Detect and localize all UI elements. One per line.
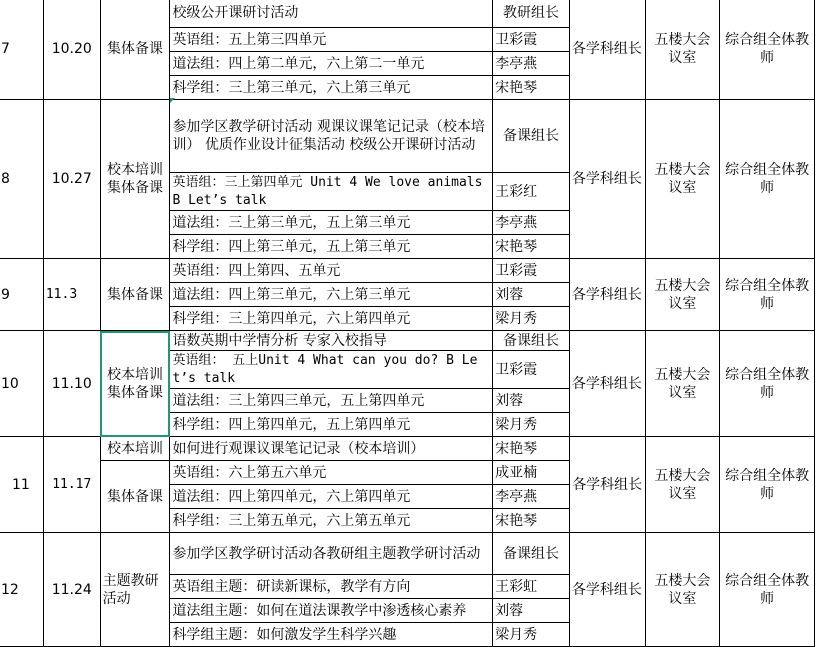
person-cell[interactable]: 宋艳琴 <box>493 76 570 100</box>
participants-cell[interactable]: 综合组全体教师 <box>720 533 815 647</box>
participants-cell[interactable]: 综合组全体教师 <box>720 0 815 100</box>
activity-type[interactable]: 校本培训 <box>100 437 170 461</box>
activity-type-selected[interactable]: 校本培训集体备课 <box>100 331 170 437</box>
week-number[interactable]: 10 <box>0 331 43 437</box>
content-cell[interactable]: 道法组：四上第三单元，六上第三单元 <box>170 283 493 307</box>
content-cell[interactable]: 校级公开课研讨活动 <box>170 0 493 28</box>
content-cell[interactable]: 科学组：四上第四单元，五上第四单元 <box>170 413 493 437</box>
leader-cell[interactable]: 各学科组长 <box>569 100 645 259</box>
content-cell[interactable]: 道法组：四上第四单元，六上第四单元 <box>170 485 493 509</box>
date-cell[interactable]: 11.17 <box>43 437 100 533</box>
content-cell[interactable]: 英语组：六上第五六单元 <box>170 461 493 485</box>
person-cell[interactable]: 王彩红 <box>493 173 570 211</box>
leader-cell[interactable]: 各学科组长 <box>569 437 645 533</box>
leader-cell[interactable]: 各学科组长 <box>569 259 645 331</box>
content-cell[interactable]: 参加学区教学研讨活动 观课议课笔记记录（校本培训） 优质作业设计征集活动 校级公开课研讨活动 <box>170 100 493 173</box>
content-cell[interactable]: 科学组：四上第三单元，五上第三单元 <box>170 235 493 259</box>
place-cell[interactable]: 五楼大会议室 <box>645 259 720 331</box>
date-cell[interactable]: 11.24 <box>43 533 100 647</box>
place-cell[interactable]: 五楼大会议室 <box>645 437 720 533</box>
week-number[interactable]: 9 <box>0 259 43 331</box>
person-cell[interactable]: 宋艳琴 <box>493 235 570 259</box>
person-cell[interactable]: 李亭燕 <box>493 485 570 509</box>
activity-type[interactable]: 集体备课 <box>100 259 170 331</box>
leader-cell[interactable]: 各学科组长 <box>569 533 645 647</box>
person-cell[interactable]: 刘蓉 <box>493 389 570 413</box>
content-cell[interactable]: 科学组主题：如何激发学生科学兴趣 <box>170 623 493 647</box>
person-cell[interactable]: 刘蓉 <box>493 599 570 623</box>
place-cell[interactable]: 五楼大会议室 <box>645 100 720 259</box>
content-cell[interactable]: 英语组： 五上Unit 4 What can you do? B Let’s talk <box>170 351 493 389</box>
activity-type[interactable]: 集体备课 <box>100 0 170 100</box>
person-cell[interactable]: 卫彩霞 <box>493 259 570 283</box>
content-cell[interactable]: 道法组：三上第四三单元，五上第四单元 <box>170 389 493 413</box>
participants-cell[interactable]: 综合组全体教师 <box>720 259 815 331</box>
content-cell[interactable]: 道法组：三上第三单元，五上第三单元 <box>170 211 493 235</box>
date-cell[interactable]: 10.20 <box>43 0 100 100</box>
person-cell[interactable]: 卫彩霞 <box>493 28 570 52</box>
person-cell[interactable]: 刘蓉 <box>493 283 570 307</box>
person-cell[interactable]: 备课组长 <box>493 100 570 173</box>
person-cell[interactable]: 宋艳琴 <box>493 509 570 533</box>
leader-cell[interactable]: 各学科组长 <box>569 331 645 437</box>
content-cell[interactable]: 英语组主题：研读新课标，教学有方向 <box>170 575 493 599</box>
activity-type[interactable]: 校本培训集体备课 <box>100 100 170 259</box>
person-cell[interactable]: 李亭燕 <box>493 52 570 76</box>
date-cell[interactable]: 11.10 <box>43 331 100 437</box>
place-cell[interactable]: 五楼大会议室 <box>645 533 720 647</box>
person-cell[interactable]: 成亚楠 <box>493 461 570 485</box>
person-cell[interactable]: 卫彩霞 <box>493 351 570 389</box>
activity-type[interactable]: 主题教研活动 <box>100 533 170 647</box>
activity-type[interactable]: 集体备课 <box>100 461 170 533</box>
person-cell[interactable]: 备课组长 <box>493 533 570 575</box>
content-cell[interactable]: 英语组：四上第四、五单元 <box>170 259 493 283</box>
content-cell[interactable]: 如何进行观课议课笔记记录（校本培训） <box>170 437 493 461</box>
participants-cell[interactable]: 综合组全体教师 <box>720 331 815 437</box>
content-cell[interactable]: 语数英期中学情分析 专家入校指导 <box>170 331 493 351</box>
person-cell[interactable]: 梁月秀 <box>493 413 570 437</box>
week-number[interactable]: 8 <box>0 100 43 259</box>
week-number[interactable]: 12 <box>0 533 43 647</box>
content-cell[interactable]: 科学组：三上第三单元，六上第三单元 <box>170 76 493 100</box>
comment-indicator-icon <box>170 98 175 103</box>
participants-cell[interactable]: 综合组全体教师 <box>720 100 815 259</box>
participants-cell[interactable]: 综合组全体教师 <box>720 437 815 533</box>
date-cell[interactable]: 11.3 <box>43 259 100 331</box>
content-cell[interactable]: 参加学区教学研讨活动各教研组主题教学研讨活动 <box>170 533 493 575</box>
date-cell[interactable]: 10.27 <box>43 100 100 259</box>
content-cell[interactable]: 英语组：三上第四单元 Unit 4 We love animals B Let’s talk <box>170 173 493 211</box>
week-number[interactable]: 7 <box>0 0 43 100</box>
person-cell[interactable]: 梁月秀 <box>493 307 570 331</box>
person-cell[interactable]: 教研组长 <box>493 0 570 28</box>
place-cell[interactable]: 五楼大会议室 <box>645 331 720 437</box>
person-cell[interactable]: 王彩虹 <box>493 575 570 599</box>
week-number[interactable]: 11 <box>0 437 43 533</box>
person-cell[interactable]: 备课组长 <box>493 331 570 351</box>
person-cell[interactable]: 李亭燕 <box>493 211 570 235</box>
leader-cell[interactable]: 各学科组长 <box>569 0 645 100</box>
person-cell[interactable]: 梁月秀 <box>493 623 570 647</box>
content-cell[interactable]: 英语组：五上第三四单元 <box>170 28 493 52</box>
content-cell[interactable]: 科学组：三上第四单元，六上第四单元 <box>170 307 493 331</box>
place-cell[interactable]: 五楼大会议室 <box>645 0 720 100</box>
content-cell[interactable]: 道法组：四上第二单元，六上第二一单元 <box>170 52 493 76</box>
content-cell[interactable]: 科学组：三上第五单元，六上第五单元 <box>170 509 493 533</box>
content-cell[interactable]: 道法组主题：如何在道法课教学中渗透核心素养 <box>170 599 493 623</box>
person-cell[interactable]: 宋艳琴 <box>493 437 570 461</box>
